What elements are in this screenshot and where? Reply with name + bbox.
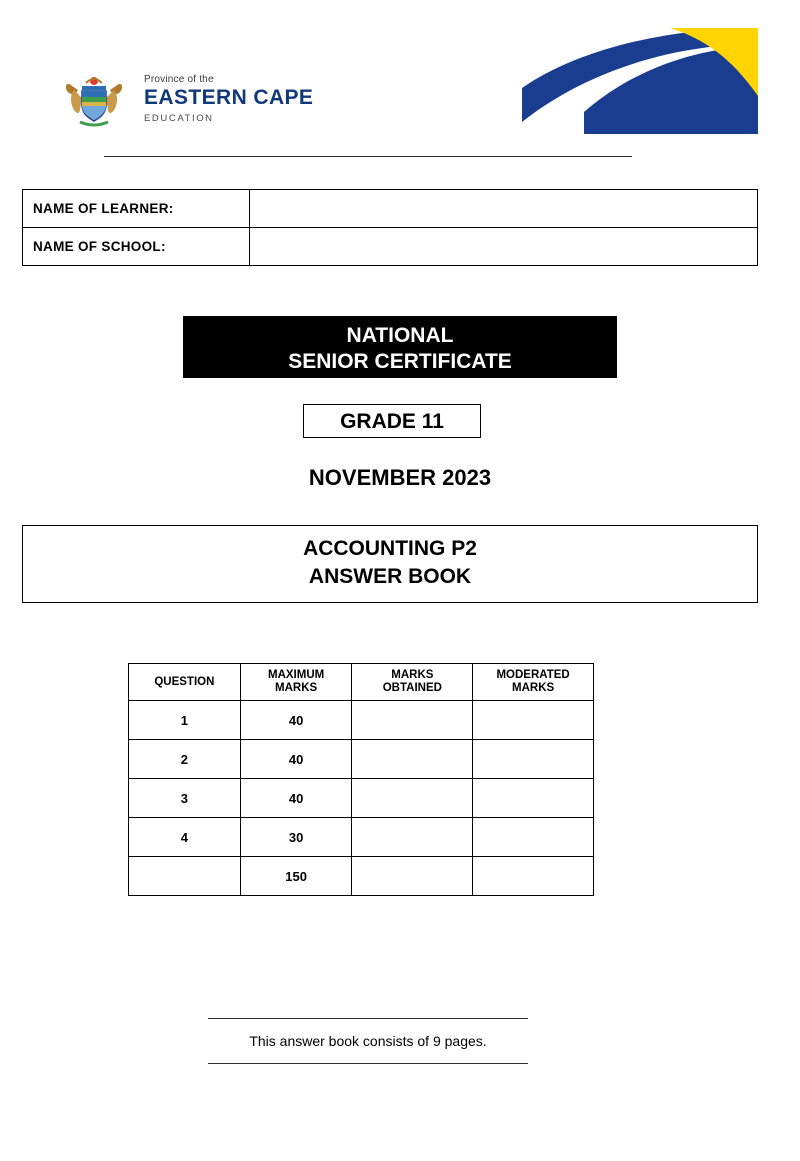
- table-row-total: [129, 857, 594, 896]
- table-row: [129, 701, 594, 740]
- cell-obtained[interactable]: [352, 818, 473, 857]
- province-main-label: EASTERN CAPE: [144, 86, 314, 109]
- name-of-school-label: NAME OF SCHOOL:: [23, 228, 250, 266]
- cell-obtained[interactable]: [352, 779, 473, 818]
- cell-question: 4: [129, 818, 241, 857]
- page-footer: [208, 1018, 528, 1064]
- grade-box: GRADE 11: [303, 404, 481, 438]
- certificate-line-2: SENIOR CERTIFICATE: [288, 350, 512, 373]
- name-of-learner-label: NAME OF LEARNER:: [23, 190, 250, 228]
- column-header-maximum-marks: [240, 664, 352, 701]
- cell-obtained[interactable]: [352, 740, 473, 779]
- province-small-label: Province of the: [144, 74, 214, 85]
- header-divider: [104, 156, 632, 157]
- table-row: [129, 818, 594, 857]
- cell-moderated[interactable]: [473, 701, 594, 740]
- table-row: [23, 190, 758, 228]
- column-header-moderated-marks-line-1: MODERATED: [496, 669, 570, 681]
- cell-maximum: 40: [240, 740, 352, 779]
- cell-moderated[interactable]: [473, 779, 594, 818]
- swoosh-graphic-icon: [520, 26, 760, 136]
- cell-maximum: 30: [240, 818, 352, 857]
- table-row: [23, 228, 758, 266]
- cell-maximum: 40: [240, 779, 352, 818]
- certificate-line-1: NATIONAL: [346, 324, 454, 347]
- cell-question-total: [129, 857, 241, 896]
- certificate-banner: [183, 316, 617, 378]
- coat-of-arms-icon: [60, 70, 128, 132]
- cell-moderated-total[interactable]: [473, 857, 594, 896]
- subject-box: [22, 525, 758, 603]
- cell-moderated[interactable]: [473, 740, 594, 779]
- cell-question: 2: [129, 740, 241, 779]
- cell-maximum-total: 150: [240, 857, 352, 896]
- cell-obtained[interactable]: [352, 701, 473, 740]
- column-header-question: QUESTION: [129, 664, 241, 701]
- cell-obtained-total[interactable]: [352, 857, 473, 896]
- table-header-row: [129, 664, 594, 701]
- subject-line-2: ANSWER BOOK: [308, 565, 472, 588]
- table-row: [129, 779, 594, 818]
- page-count-note: This answer book consists of 9 pages.: [249, 1033, 487, 1049]
- footer-divider-bottom: [208, 1063, 528, 1064]
- cell-moderated[interactable]: [473, 818, 594, 857]
- document-header: [8, 8, 792, 168]
- exam-date: NOVEMBER 2023: [308, 465, 492, 490]
- name-of-school-field[interactable]: [250, 228, 758, 266]
- cell-question: 1: [129, 701, 241, 740]
- column-header-maximum-marks-line-1: MAXIMUM: [268, 669, 325, 681]
- column-header-maximum-marks-line-2: MARKS: [275, 682, 318, 694]
- column-header-marks-obtained-line-2: OBTAINED: [382, 682, 442, 694]
- column-header-moderated-marks: [473, 664, 594, 701]
- column-header-moderated-marks-line-2: MARKS: [512, 682, 555, 694]
- subject-line-1: ACCOUNTING P2: [303, 537, 477, 560]
- marks-summary-table: [128, 663, 594, 896]
- page-sheet: [8, 8, 792, 1153]
- table-row: [129, 740, 594, 779]
- province-wordmark: [144, 74, 374, 124]
- column-header-marks-obtained-line-1: MARKS: [391, 669, 434, 681]
- learner-details-table: [22, 189, 758, 266]
- name-of-learner-field[interactable]: [250, 190, 758, 228]
- department-label: EDUCATION: [144, 113, 214, 124]
- cell-maximum: 40: [240, 701, 352, 740]
- cell-question: 3: [129, 779, 241, 818]
- column-header-marks-obtained: [352, 664, 473, 701]
